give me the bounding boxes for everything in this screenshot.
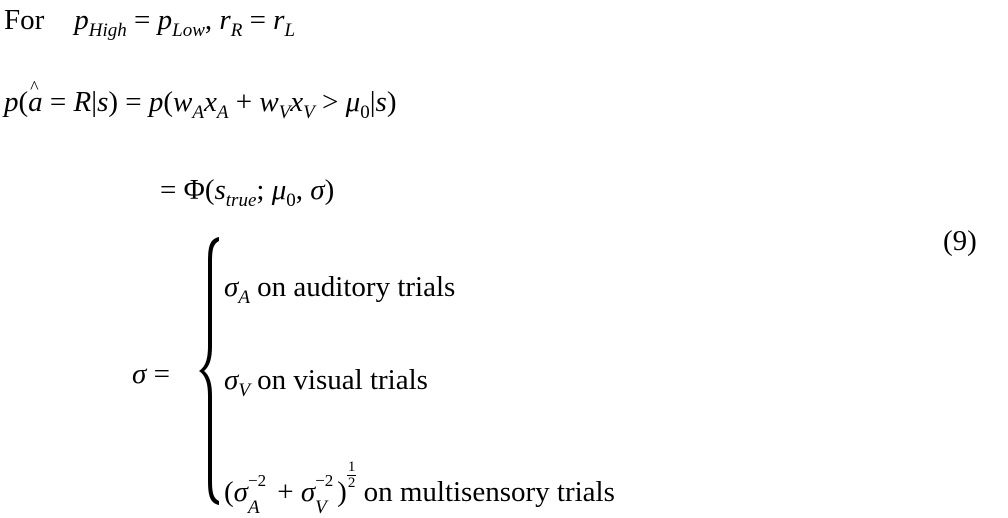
case-auditory: $\sigma_A$ on auditory trials <box>224 271 456 308</box>
condition-line: For $p_{High} = p_{Low}$, $r_R = r_L$ <box>4 4 296 41</box>
sigma-v-multi-subscript: V <box>315 497 327 518</box>
sigma-lhs: σ = <box>132 358 170 390</box>
exp-a: −2 <box>247 471 267 490</box>
for-label: For <box>4 4 45 36</box>
exp-v: −2 <box>315 471 334 490</box>
phi-line: = $\Phi(s_{true}$; $\mu_0$, σ) <box>160 174 335 211</box>
w-v-subscript: V <box>278 102 291 123</box>
r-r-subscript: R <box>230 20 243 41</box>
a-value: R <box>73 86 92 118</box>
mu0-subscript: 0 <box>286 190 296 211</box>
probability-line: p(a ^ = $R|s) = p(w_Ax_A + w_Vx_V > \mu_0|s)$ <box>4 88 396 122</box>
case-visual: $\sigma_V$ on visual trials <box>224 364 428 401</box>
p-high-subscript: High <box>88 20 127 41</box>
sigma-v-subscript: V <box>238 380 250 401</box>
case-auditory-text: on auditory trials <box>257 271 456 303</box>
case-multisensory: (σ −2 A + σ −2 V ) $\frac{1}{2}$ on multisensory trials <box>224 459 615 518</box>
equation-number: (9) <box>943 225 977 257</box>
x-a-subscript: A <box>216 102 229 123</box>
sigma-a-multi-subscript: A <box>247 497 260 518</box>
p-low-subscript: Low <box>172 20 205 41</box>
case-visual-text: on visual trials <box>257 364 428 396</box>
half-exponent: $\frac{1}{2}$ <box>347 459 356 491</box>
cases-brace <box>197 236 221 506</box>
case-multisensory-text: on multisensory trials <box>363 476 615 508</box>
sigma-a-subscript: A <box>238 287 250 308</box>
mu-subscript: 0 <box>360 102 370 123</box>
w-a-subscript: A <box>192 102 204 123</box>
x-v-subscript: V <box>303 102 315 123</box>
r-l-subscript: L <box>284 20 296 41</box>
s-true-subscript: true <box>225 190 257 211</box>
